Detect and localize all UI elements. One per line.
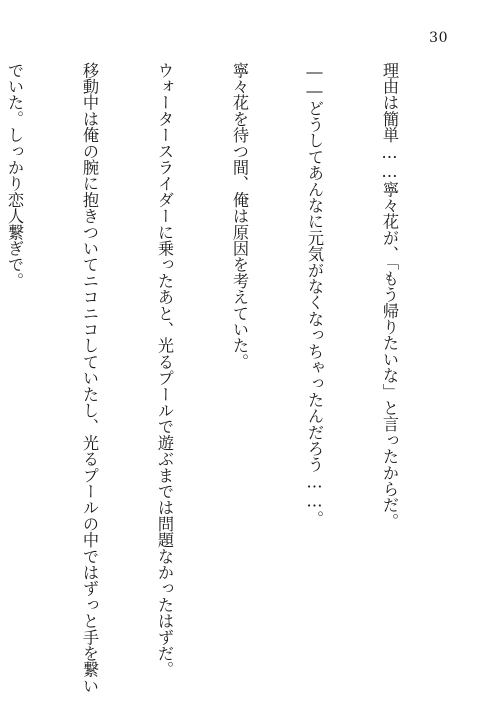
page-number: 30 xyxy=(429,30,448,46)
text-line: 移動中は俺の腕に抱きついてニコニコしていたし、光るプールの中ではずっと手を繋い xyxy=(80,62,99,694)
text-line: 理由は簡単……寧々花が、「もう帰りたいな」と言ったからだ。 xyxy=(380,62,399,530)
text-line: ――どうしてあんなに元気がなくなっちゃったんだろう……。 xyxy=(305,62,324,527)
text-line: ウォータースライダーに乗ったあと、光るプールで遊ぶまでは問題なかったはずだ。 xyxy=(155,62,174,678)
body-text xyxy=(0,62,452,694)
text-line: でいた。しっかり恋人繋ぎで。 xyxy=(5,62,24,289)
text-line: 寧々花を待つ間、俺は原因を考えていた。 xyxy=(230,62,249,370)
